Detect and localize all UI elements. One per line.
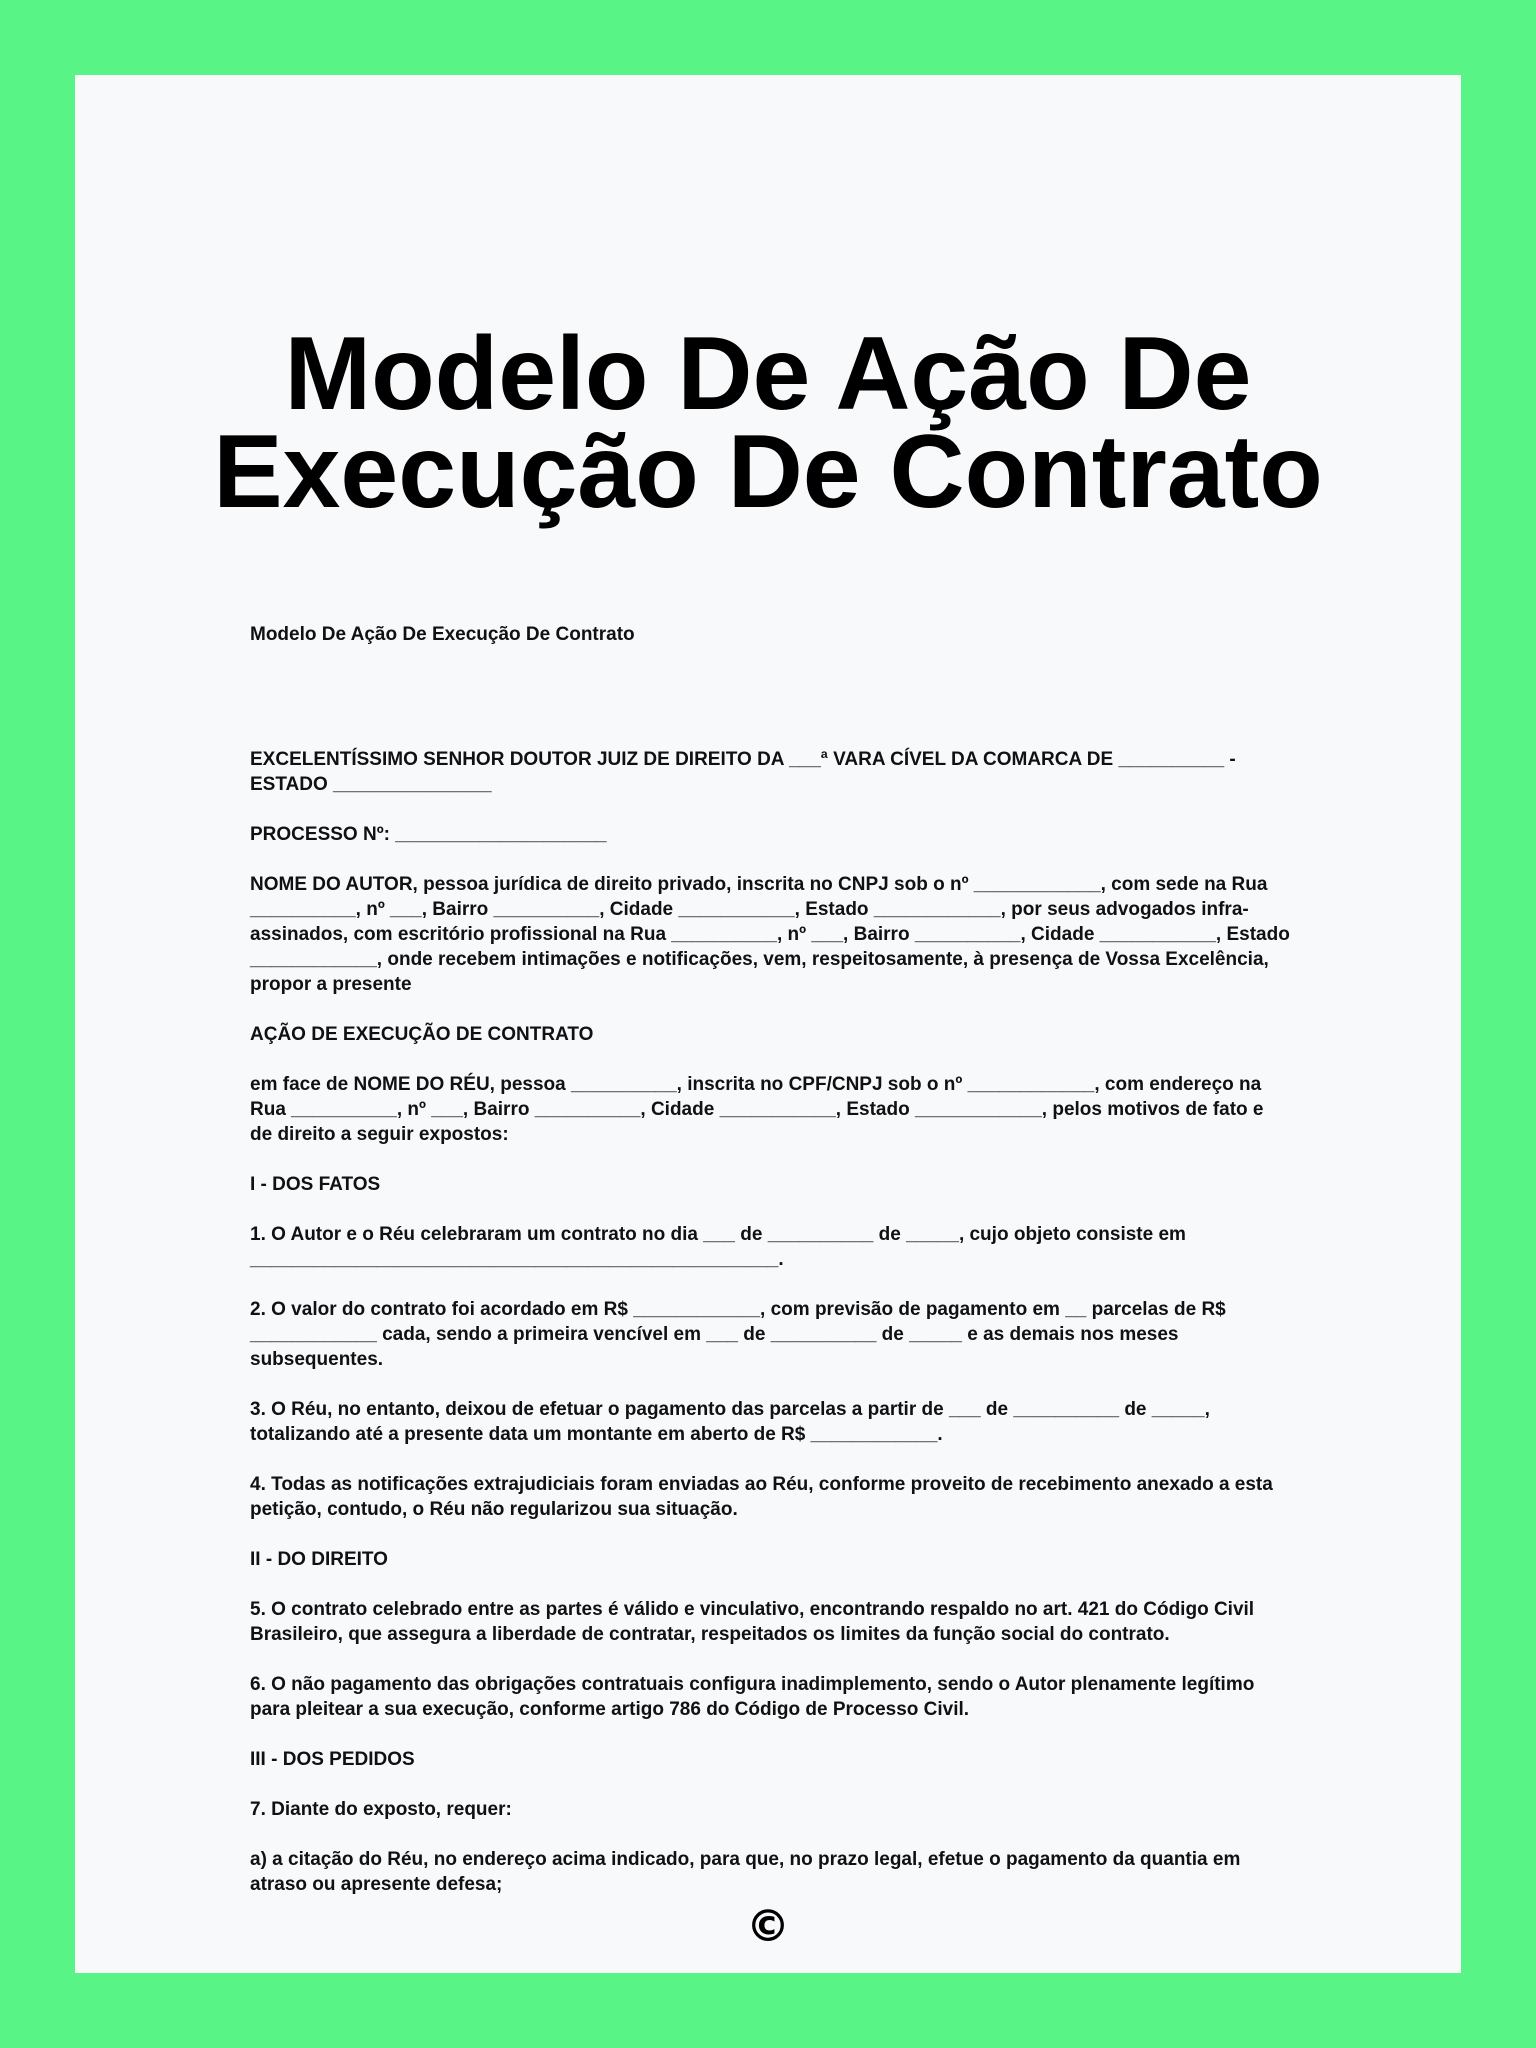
- addressee-paragraph: EXCELENTÍSSIMO SENHOR DOUTOR JUIZ DE DIREITO DA ___ª VARA CÍVEL DA COMARCA DE __________ - ESTADO _______________: [250, 749, 1236, 795]
- section-heading-law: II - DO DIREITO: [250, 1549, 388, 1570]
- fact-paragraph-4: 4. Todas as notificações extrajudiciais foram enviadas ao Réu, conforme proveito de recebimento anexado a esta petição, contudo, o Réu não regularizou sua situação.: [250, 1474, 1273, 1520]
- plaintiff-paragraph: NOME DO AUTOR, pessoa jurídica de direito privado, inscrita no CNPJ sob o nº ____________, com sede na Rua __________, nº ___, Bairro __________, Cidade ___________, Estado ____________, por seus advogados infra-assinados, com escritório profissional na Rua __________, nº ___, Bairro __________, Cidade ___________, Estado ____________, onde recebem intimações e notificações, vem, respeitosamente, à presença de Vossa Excelência, propor a presente: [250, 874, 1290, 995]
- section-heading-requests: III - DOS PEDIDOS: [250, 1749, 415, 1770]
- document-subtitle: Modelo De Ação De Execução De Contrato: [250, 624, 635, 645]
- request-paragraph-7: 7. Diante do exposto, requer:: [250, 1799, 512, 1820]
- law-paragraph-6: 6. O não pagamento das obrigações contratuais configura inadimplemento, sendo o Autor plenamente legítimo para pleitear a sua execução, conforme artigo 786 do Código de Processo Civil.: [250, 1674, 1255, 1720]
- law-paragraph-5: 5. O contrato celebrado entre as partes é válido e vinculativo, encontrando respaldo no art. 421 do Código Civil Brasileiro, que assegura a liberdade de contratar, respeitados os limites da função social do contrato.: [250, 1599, 1255, 1645]
- fact-paragraph-2: 2. O valor do contrato foi acordado em R$ ____________, com previsão de pagamento em __ parcelas de R$ ____________ cada, sendo a primeira vencível em ___ de __________ de _____ e as demais nos meses subsequentes.: [250, 1299, 1226, 1370]
- spacer: [250, 647, 1290, 747]
- fact-paragraph-1: 1. O Autor e o Réu celebraram um contrato no dia ___ de __________ de _____, cujo objeto consiste em __________________________________________________.: [250, 1224, 1186, 1270]
- copyright-icon: ©: [746, 1901, 790, 1952]
- page-title: Modelo De Ação De Execução De Contrato: [213, 316, 1323, 530]
- document-page: [75, 75, 1461, 1973]
- defendant-paragraph: em face de NOME DO RÉU, pessoa __________, inscrita no CPF/CNPJ sob o nº ____________, com endereço na Rua __________, nº ___, Bairro __________, Cidade ___________, Estado ____________, pelos motivos de fato e de direito a seguir expostos:: [250, 1074, 1264, 1145]
- process-number-paragraph: PROCESSO Nº: ____________________: [250, 824, 607, 845]
- section-heading-facts: I - DOS FATOS: [250, 1174, 381, 1195]
- document-body: [250, 622, 1290, 1922]
- fact-paragraph-3: 3. O Réu, no entanto, deixou de efetuar o pagamento das parcelas a partir de ___ de __________ de _____, totalizando até a presente data um montante em aberto de R$ ____________.: [250, 1399, 1210, 1445]
- action-heading: AÇÃO DE EXECUÇÃO DE CONTRATO: [250, 1024, 594, 1045]
- request-item-a: a) a citação do Réu, no endereço acima indicado, para que, no prazo legal, efetue o pagamento da quantia em atraso ou apresente defesa;: [250, 1849, 1241, 1895]
